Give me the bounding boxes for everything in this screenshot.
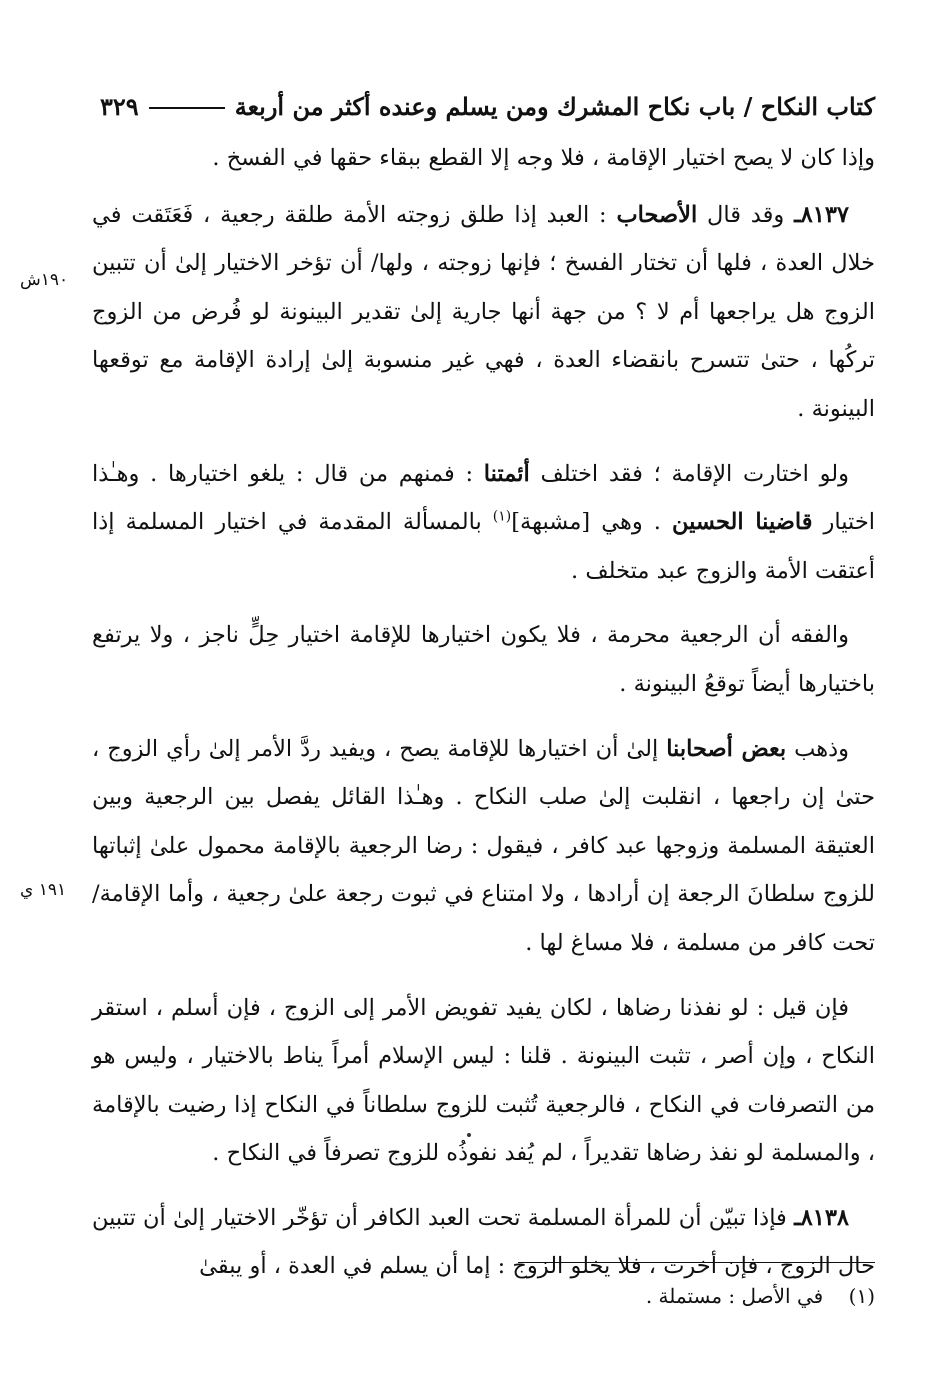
- paragraph: ٨١٣٨ـ فإذا تبيّن أن للمرأة المسلمة تحت العبد الكافر أن تؤخّر الاختيار إلىٰ أن تتبين حال الزوج ، فإن أخرت ، فلا يخلو الزوج : إما أن يسلم في العدة ، أو يبقىٰ: [92, 1204, 875, 1280]
- footnote: [400, 1284, 875, 1308]
- margin-note: ١٩١ ي: [20, 880, 67, 900]
- footnote-marker: (١): [848, 1284, 875, 1308]
- paragraph: وإذا كان لا يصح اختيار الإقامة ، فلا وجه إلا القطع ببقاء حقها في الفسخ .: [212, 145, 875, 171]
- header-rule: [149, 107, 225, 109]
- header-title: كتاب النكاح / باب نكاح المشرك ومن يسلم وعنده أكثر من أربعة: [234, 91, 875, 121]
- paragraph: فإن قيل : لو نفذنا رضاها ، لكان يفيد تفويض الأمر إلى الزوج ، فإن أسلم ، استقر النكاح ، وإن أصر ، تثبت البينونة . قلنا : ليس الإسلام أمراً يناط بالاختيار ، وليس هو من التصرفات في النكاح ، فالرجعية تُثبت للزوج سلطاناً في النكاح إذا رضيت بالإقامة ، والمسلمة لو نفذ رضاها تقديراً ، لم يُفد نفوذُه للزوج تصرفاً في النكاح .: [92, 994, 875, 1167]
- paragraph: وذهب بعض أصحابنا إلىٰ أن اختيارها للإقامة يصح ، ويفيد ردَّ الأمر إلىٰ رأي الزوج ، حتىٰ إن راجعها ، انقلبت إلىٰ صلب النكاح . وهـٰذا القائل يفصل بين الرجعية وبين العتيقة المسلمة وزوجها عبد كافر ، فيقول : رضا الرجعية بالإقامة محمول علىٰ إثباتها للزوج سلطانَ الرجعة إن أرادها ، ولا امتناع في ثبوت رجعة علىٰ رجعية ، وأما الإقامة/ تحت كافر من مسلمة ، فلا مساغ لها .: [92, 735, 875, 956]
- footnote-reference[interactable]: (١): [492, 508, 512, 525]
- paragraph: ٨١٣٧ـ وقد قال الأصحاب : العبد إذا طلق زوجته الأمة طلقة رجعية ، فَعَتَقت في خلال العدة ، فلها أن تختار الفسخ ؛ فإنها زوجته ، ولها/ أن تؤخر الاختيار إلىٰ أن تتبين الزوج هل يراجعها أم لا ؟ من جهة أنها جارية إلىٰ تقدير البينونة لو فُرض من الزوج تركُها ، حتىٰ تتسرح بانقضاء العدة ، فهي غير منسوبة إلىٰ إرادة الإقامة مع توقعها البينونة .: [92, 201, 875, 422]
- issue-number: ٨١٣٨ـ: [794, 1204, 849, 1231]
- page-number: ٣٢٩: [100, 91, 139, 121]
- main-text: [92, 134, 875, 1307]
- issue-number: ٨١٣٧ـ: [794, 201, 849, 228]
- paragraph: والفقه أن الرجعية محرمة ، فلا يكون اختيارها للإقامة اختيار حِلٍّ ناجز ، ولا يرتفع باختيارها أيضاً توقعُ البينونة .: [92, 622, 875, 697]
- running-header: [100, 86, 875, 126]
- footnote-separator: [518, 1262, 875, 1263]
- footnote-text: في الأصل : مستملة .: [645, 1284, 824, 1308]
- scan-dot: [467, 1133, 471, 1137]
- paragraph: ولو اختارت الإقامة ؛ فقد اختلف أئمتنا : فمنهم من قال : يلغو اختيارها . وهـٰذا اختيار قاضينا الحسين . وهي [مشبهة]$^{(١)}$ بالمسألة المقدمة في اختيار المسلمة إذا أعتقت الأمة والزوج عبد متخلف .: [92, 460, 875, 584]
- margin-note: ١٩٠ش: [20, 270, 69, 290]
